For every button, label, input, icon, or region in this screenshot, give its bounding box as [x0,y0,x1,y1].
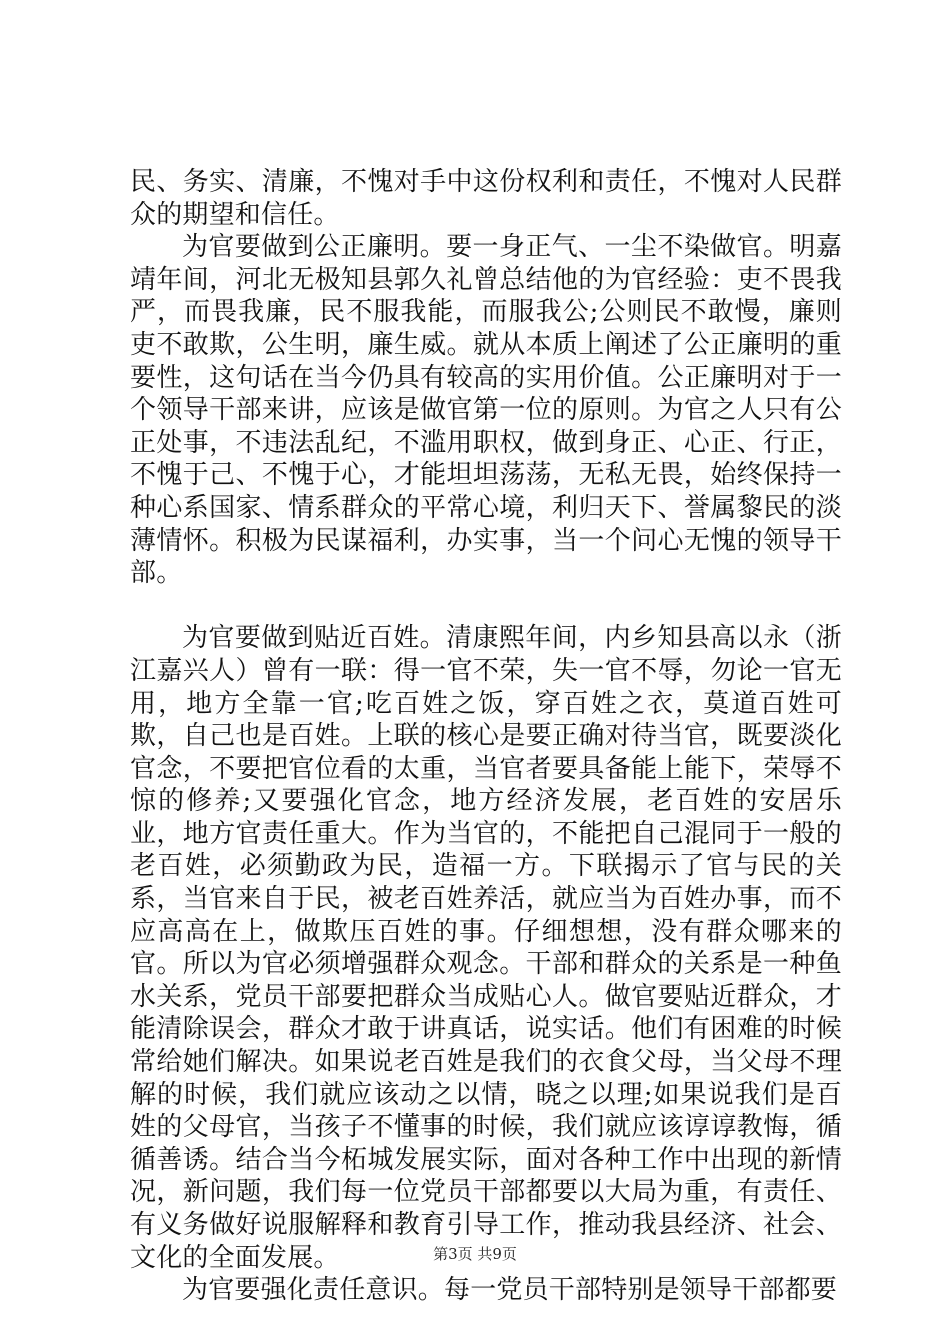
paragraph-fairness: 为官要做到公正廉明。要一身正气、一尘不染做官。明嘉靖年间，河北无极知县郭久礼曾总结他的为官经验：吏不畏我严，而畏我廉，民不服我能，而服我公;公则民不敢慢，廉则吏不敢欺，公生明，廉生威。就从本质上阐述了公正廉明的重要性，这句话在当今仍具有较高的实用价值。公正廉明对于一个领导干部来讲，应该是做官第一位的原则。为官之人只有公正处事，不违法乱纪，不滥用职权，做到身正、心正、行正，不愧于己、不愧于心，才能坦坦荡荡，无私无畏，始终保持一种心系国家、情系群众的平常心境，利归天下、誉属黎民的淡薄情怀。积极为民谋福利，办实事，当一个问心无愧的领导干部。 [130,232,842,589]
paragraph-close-to-people: 为官要做到贴近百姓。清康熙年间，内乡知县高以永（浙江嘉兴人）曾有一联：得一官不荣，失一官不辱，勿论一官无用，地方全靠一官;吃百姓之饭，穿百姓之衣，莫道百姓可欺，自己也是百姓。上联的核心是要正确对待当官，既要淡化官念，不要把官位看的太重，当官者要具备能上能下，荣辱不惊的修养;又要强化官念，地方经济发展，老百姓的安居乐业，地方官责任重大。作为当官的，不能把自己混同于一般的老百姓，必须勤政为民，造福一方。下联揭示了官与民的关系，当官来自于民，被老百姓养活，就应当为百姓办事，而不应高高在上，做欺压百姓的事。仔细想想，没有群众哪来的官。所以为官必须增强群众观念。干部和群众的关系是一种鱼水关系，党员干部要把群众当成贴心人。做官要贴近群众，才能清除误会，群众才敢于讲真话，说实话。他们有困难的时候常给她们解决。如果说老百姓是我们的衣食父母，当父母不理解的时候，我们就应该动之以情，晓之以理;如果说我们是百姓的父母官，当孩子不懂事的时候，我们就应该谆谆教悔，循循善诱。结合当今柘城发展实际，面对各种工作中出现的新情况，新问题，我们每一位党员干部都要以大局为重，有责任、有义务做好说服解释和教育引导工作，推动我县经济、社会、文化的全面发展。 [130,623,842,1273]
page-number-footer: 第3页 共9页 [433,1245,517,1263]
paragraph-responsibility: 为官要强化责任意识。每一党员干部特别是领导干部都要 [182,1275,838,1306]
paragraph-continuation: 民、务实、清廉，不愧对手中这份权利和责任，不愧对人民群众的期望和信任。 [130,167,842,230]
document-body [130,166,842,1307]
